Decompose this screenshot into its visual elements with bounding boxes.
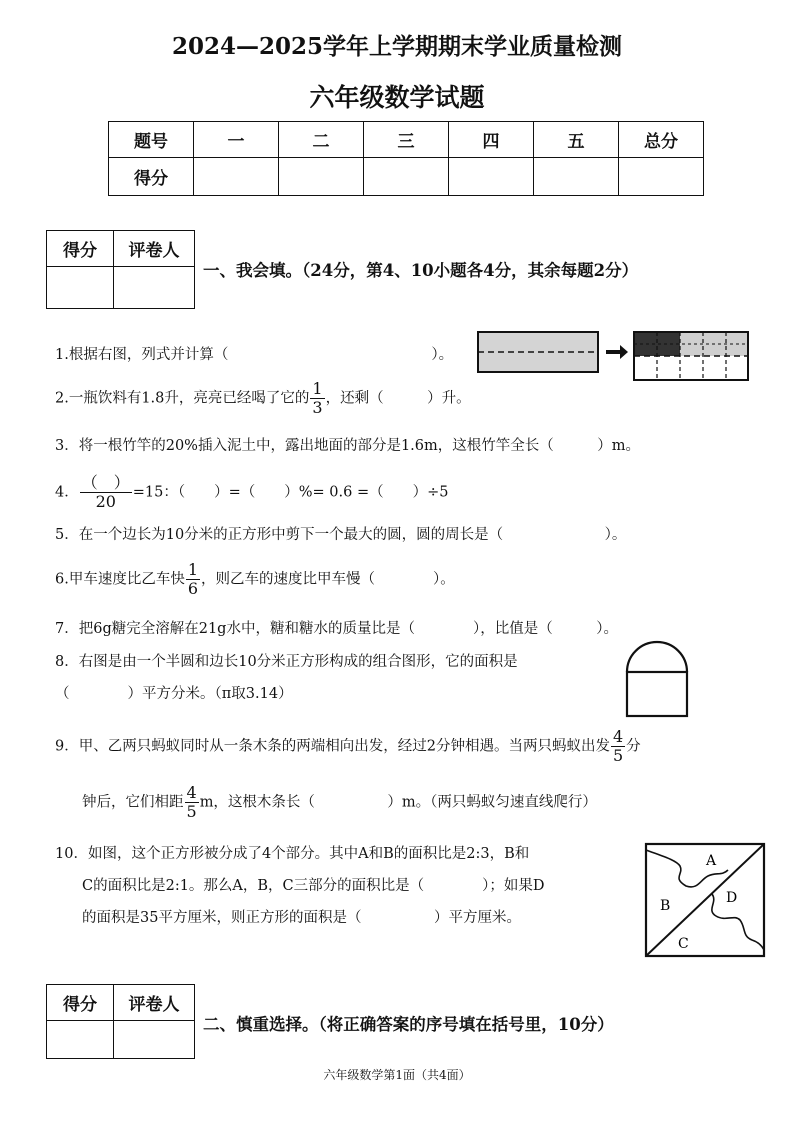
grader-score-label: 得分	[47, 231, 114, 267]
q10-square-partition-figure	[642, 840, 770, 960]
q4-text-post: =15：（ ）=（ ）%= 0.6 =（ ）÷5	[132, 484, 449, 501]
score-table-header: 总分	[619, 122, 704, 158]
grader-name-cell[interactable]	[114, 1021, 195, 1059]
grader-score-cell[interactable]	[47, 267, 114, 309]
score-table-header: 一	[194, 122, 279, 158]
score-cell[interactable]	[534, 158, 619, 196]
question-10-line-1: 10．如图，这个正方形被分成了4个部分。其中A和B的面积比是2:3，B和	[55, 846, 530, 862]
grader-score-cell[interactable]	[47, 1021, 114, 1059]
q9-line2-pre: 钟后，它们相距	[82, 794, 184, 811]
q6-fraction-denominator: 6	[187, 579, 199, 598]
q8-semicircle-square-figure	[624, 640, 690, 720]
section1-title: 一、我会填。（24分，第4、10小题各4分，其余每题2分）	[203, 261, 639, 280]
q9-fraction-denominator: 5	[612, 746, 624, 765]
question-9-line-1	[55, 728, 641, 765]
score-cell[interactable]	[619, 158, 704, 196]
q4-fraction-denominator: 20	[95, 492, 116, 511]
grader-name-cell[interactable]	[114, 267, 195, 309]
question-8-line-2: （ ）平方分米。（π取3.14）	[55, 686, 293, 702]
question-8-line-1: 8．右图是由一个半圆和边长10分米正方形构成的组合图形，它的面积是	[55, 654, 518, 670]
q6-fraction	[186, 561, 200, 598]
q10-label-d: D	[726, 890, 738, 906]
score-cell[interactable]	[449, 158, 534, 196]
score-table	[108, 121, 704, 196]
score-row-label: 得分	[109, 158, 194, 196]
question-9-line-2	[82, 784, 597, 821]
q9-fraction-1	[611, 728, 625, 765]
score-table-header: 二	[279, 122, 364, 158]
question-10-line-3: 的面积是35平方厘米，则正方形的面积是（ ）平方厘米。	[82, 910, 521, 926]
q4-fraction-numerator: （ ）	[81, 473, 130, 492]
q10-label-c: C	[678, 936, 689, 952]
q6-text-post: ，则乙车的速度比甲车慢（ ）。	[201, 571, 455, 588]
exam-title: 2024—2025学年上学期期末学业质量检测	[171, 33, 623, 60]
q9-line2-post: m，这根木条长（ ）m。（两只蚂蚁匀速直线爬行）	[199, 794, 597, 811]
question-5: 5．在一个边长为10分米的正方形中剪下一个最大的圆，圆的周长是（ ）。	[55, 527, 627, 543]
question-7: 7．把6g糖完全溶解在21g水中，糖和糖水的质量比是（ ），比值是（ ）。	[55, 621, 618, 637]
question-3: 3．将一根竹竿的20%插入泥土中，露出地面的部分是1.6m，这根竹竿全长（ ）m。	[55, 438, 641, 454]
question-4	[55, 474, 448, 511]
question-1: 1.根据右图，列式并计算（ ）。	[55, 347, 454, 363]
score-table-header: 四	[449, 122, 534, 158]
q4-fraction	[80, 474, 132, 511]
q9-fraction-2-numerator: 4	[186, 783, 197, 802]
grader-score-label: 得分	[47, 985, 114, 1021]
q9-fraction-2-denominator: 5	[186, 802, 197, 821]
q2-text-post: ，还剩（ ）升。	[325, 390, 471, 407]
score-table-header: 题号	[109, 122, 194, 158]
q10-label-b: B	[660, 898, 671, 914]
grader-name-label: 评卷人	[114, 985, 195, 1021]
score-cell[interactable]	[194, 158, 279, 196]
q2-text-pre: 2.一瓶饮料有1.8升，亮亮已经喝了它的	[55, 390, 310, 407]
q9-fraction-numerator: 4	[612, 727, 624, 746]
q1-bar-figure	[476, 330, 752, 382]
q2-fraction-denominator: 3	[312, 398, 323, 417]
grader-box-2	[46, 984, 195, 1059]
q9-fraction-2	[185, 784, 199, 821]
q6-text-pre: 6.甲车速度比乙车快	[55, 571, 185, 588]
page-footer: 六年级数学第1面（共4面）	[323, 1068, 471, 1082]
question-2	[55, 380, 471, 417]
q6-fraction-numerator: 1	[187, 560, 199, 579]
score-cell[interactable]	[279, 158, 364, 196]
score-cell[interactable]	[364, 158, 449, 196]
section2-title: 二、慎重选择。（将正确答案的序号填在括号里，10分）	[203, 1015, 614, 1034]
q10-label-a: A	[706, 853, 717, 869]
grader-box-1	[46, 230, 195, 309]
q2-fraction-numerator: 1	[312, 379, 323, 398]
q4-text-pre: 4．	[55, 484, 79, 501]
question-10-line-2: C的面积比是2:1。那么A，B，C三部分的面积比是（ ）；如果D	[82, 878, 545, 894]
score-table-header: 五	[534, 122, 619, 158]
q9-text-pre: 9．甲、乙两只蚂蚁同时从一条木条的两端相向出发，经过2分钟相遇。当两只蚂蚁出发	[55, 738, 610, 755]
q9-text-post: 分	[626, 738, 641, 755]
score-table-header: 三	[364, 122, 449, 158]
exam-subtitle: 六年级数学试题	[309, 83, 485, 112]
q2-fraction	[310, 380, 324, 417]
question-6	[55, 561, 455, 598]
grader-name-label: 评卷人	[114, 231, 195, 267]
